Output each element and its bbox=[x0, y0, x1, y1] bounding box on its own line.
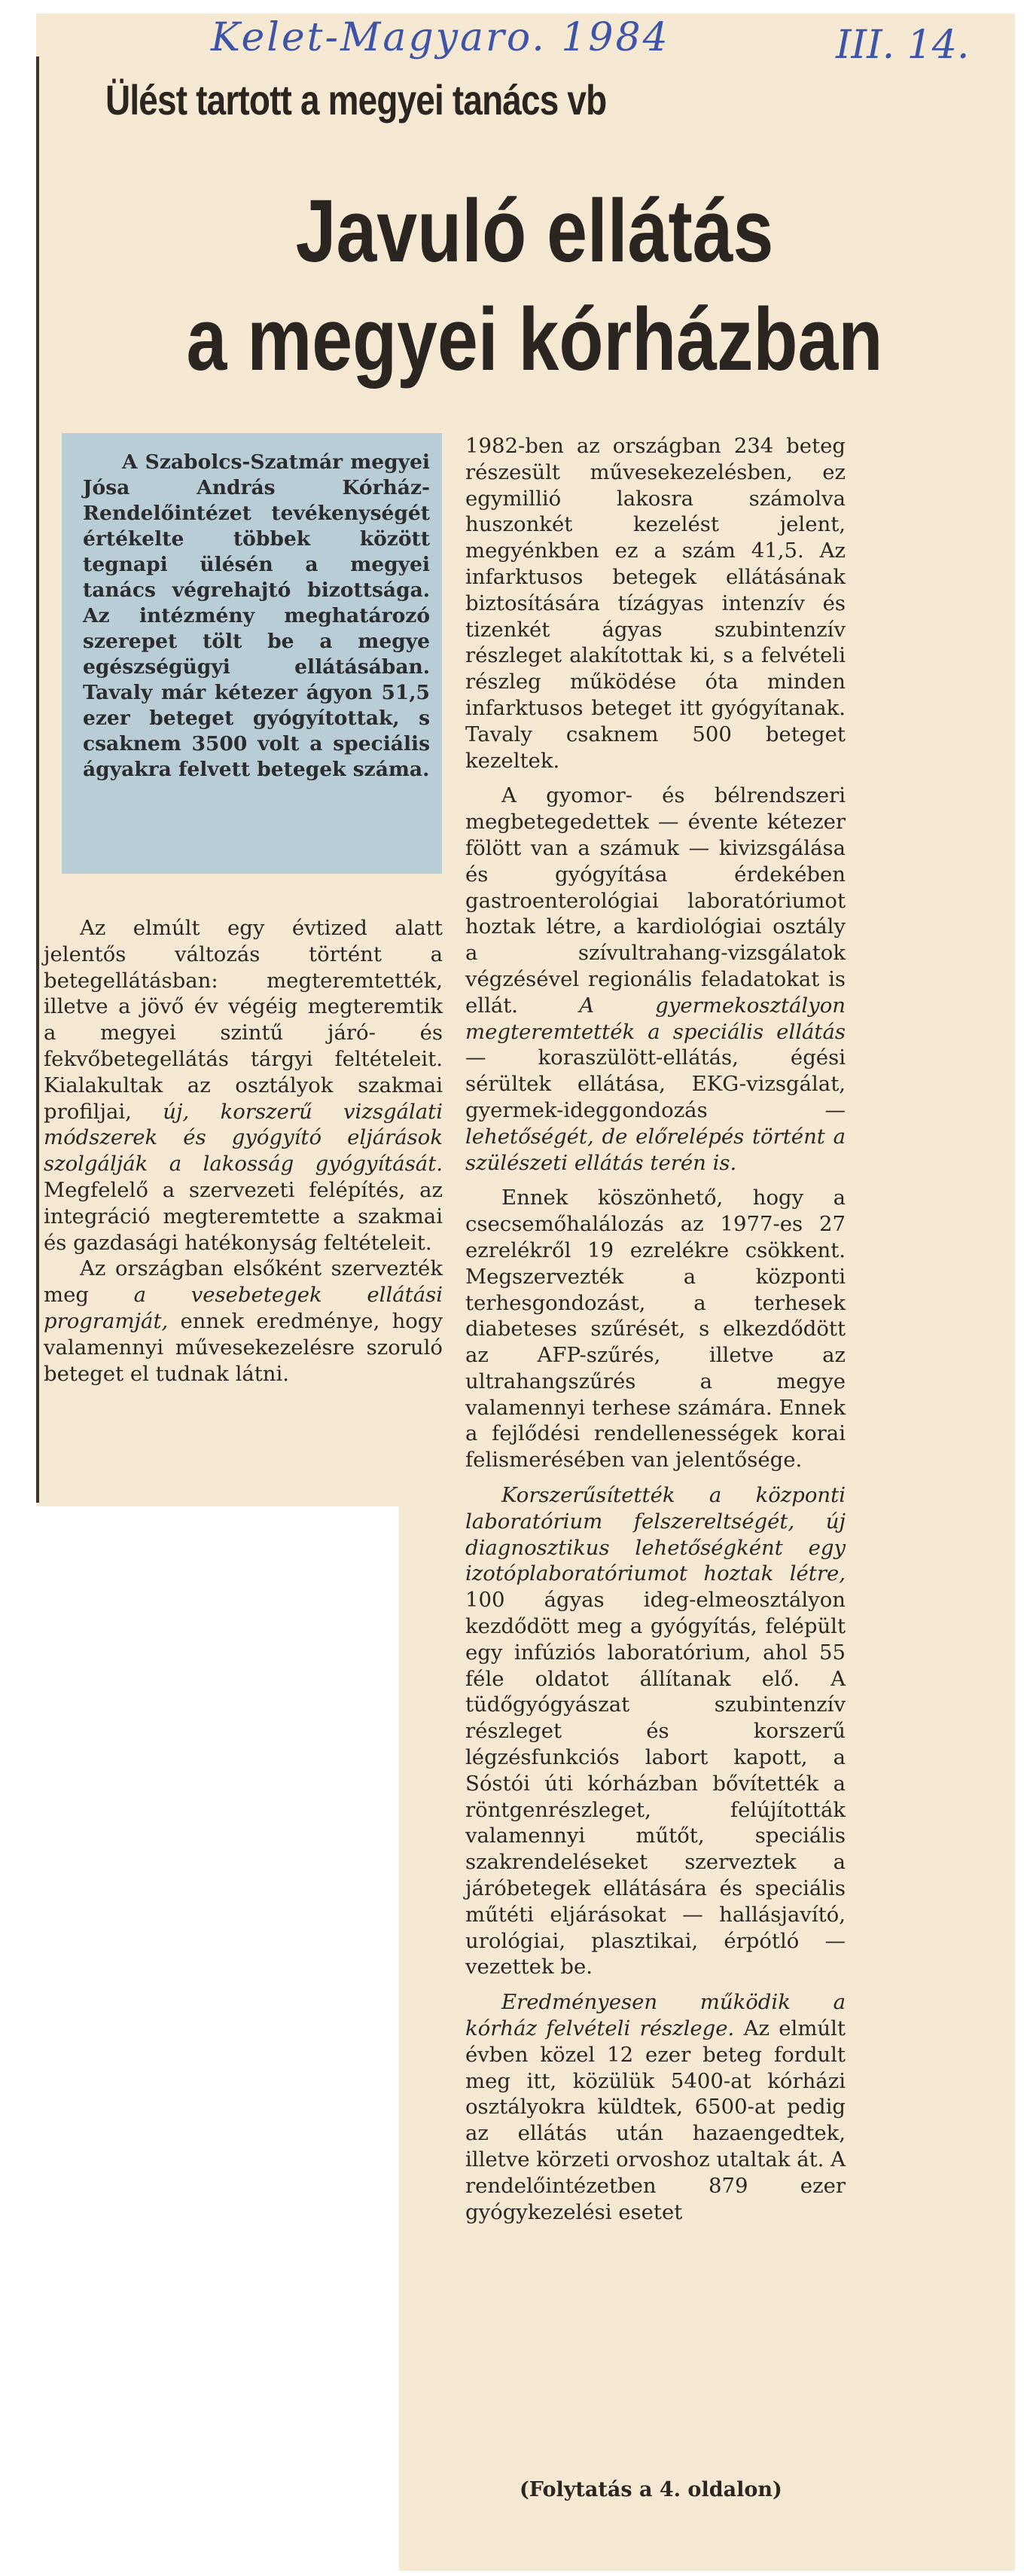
right-paragraph-5 bbox=[465, 1989, 846, 2225]
text-run: Az országban elsőként szervezték meg bbox=[44, 1256, 443, 1308]
clipping-edge-line bbox=[36, 56, 39, 1503]
text-run: Az elmúlt egy évtized alatt jelentős változás történt a betegellátásban: megteremtették, illetve a jövő év végéig megteremtik a megyei szintű járó- és fekvőbetegellátás tárgyi feltételeit. Kialakultak az osztályok szakmai profiljai, bbox=[44, 916, 443, 1124]
handwritten-date-note: III. 14. bbox=[836, 23, 970, 68]
italic-run: Eredményesen működik a kórház felvételi részlege. bbox=[465, 1990, 846, 2041]
right-paragraph-4 bbox=[465, 1482, 846, 1980]
italic-run: új, korszerű vizsgálati módszerek és gyógyító eljárások szolgálják a lakosság gyógyítását. bbox=[44, 1099, 443, 1177]
handwritten-source-note: Kelet-Magyaro. 1984 bbox=[211, 15, 670, 60]
italic-run: a vesebetegek ellátási programját, bbox=[44, 1283, 443, 1333]
article-headline bbox=[164, 177, 905, 394]
text-run: — koraszülött-ellátás, égési sérültek ellátása, EKG-vizsgálat, gyermek-ideggondozás — bbox=[465, 1045, 846, 1122]
italic-run: lehetőségét, de előrelépés történt a szülészeti ellátás terén is. bbox=[465, 1124, 846, 1175]
article-kicker: Ülést tartott a megyei tanács vb bbox=[105, 76, 607, 124]
left-column bbox=[44, 915, 443, 1387]
text-run: 100 ágyas ideg-elmeosztályon kezdődött meg a gyógyítás, felépült egy infúziós laboratórium, ahol 55 féle oldatot állítanak elő. A tüdőgyógyászat szubintenzív részleget és korszerű légzésfunkciós labort kapott, a Sóstói úti kórházban bővítették a röntgenrészleget, felújították valamennyi műtőt, speciális szakrendeléseket szerveztek a járóbetegek ellátására és speciális műtéti eljárásokat — hallásjavító, urológiai, plasztikai, érpótló — vezettek be. bbox=[465, 1588, 846, 1979]
text-run: A gyomor- és bélrendszeri megbetegedettek — évente kétezer fölött van a számuk — kivizsgálása és gyógyítása érdekében gastroenterológiai laboratóriumot hoztak létre, a kardiológiai osztály a szívultrahang-vizsgálatok végzésével regionális feladatokat is ellát. bbox=[465, 783, 846, 1018]
text-run: ennek eredménye, hogy valamennyi művesekezelésre szoruló beteget el tudnak látni. bbox=[44, 1308, 443, 1386]
right-paragraph-3: Ennek köszönhető, hogy a csecsemőhalálozás az 1977-es 27 ezrelékről 19 ezrelékre csökkent. Megszervezték a központi terhesgondozást, a terhesek diabeteses szűrését, s elkezdődött az AFP-szűrés, illetve az ultrahangszűrés a megye valamennyi terhese számára. Ennek a fejlődési rendellenességek korai felismerésében van jelentősége. bbox=[465, 1186, 846, 1473]
right-paragraph-1: 1982-ben az országban 234 beteg részesült művesekezelésben, ez egymillió lakosra számolva huszonkét kezelést jelent, megyénkben ez a szám 41,5. Az infarktusos betegek ellátásának biztosítására tízágyas intenzív és tizenkét ágyas szubintenzív részleget alakítottak ki, s a felvételi részleg működése óta minden infarktusos beteget itt gyógyítanak. Tavaly csaknem 500 beteget kezeltek. bbox=[465, 434, 846, 773]
text-run: Megfelelő a szervezeti felépítés, az integráció megteremtette a szakmai és gazdasági hatékonyság feltételeit. bbox=[44, 1177, 443, 1255]
lead-paragraph: A Szabolcs-Szatmár megyei Jósa András Kórház-Rendelőintézet tevékenységét értékelte többek között tegnapi ülésén a megyei tanács végrehajtó bizottsága. Az intézmény meghatározó szerepet tölt be a megye egészségügyi ellátásában. Tavaly már kétezer ágyon 51,5 ezer beteget gyógyítottak, s csaknem 3500 volt a speciális ágyakra felvett betegek száma. bbox=[62, 433, 442, 874]
headline-line-2: a megyei kórházban bbox=[186, 290, 883, 389]
italic-run: A gyermekosztályon megteremtették a speciális ellátás bbox=[465, 993, 846, 1044]
blank-area bbox=[0, 1506, 399, 2576]
continuation-note: (Folytatás a 4. oldalon) bbox=[520, 2478, 782, 2501]
right-column bbox=[465, 433, 846, 2225]
left-paragraph-1 bbox=[44, 915, 443, 1256]
text-run: Az elmúlt évben közel 12 ezer beteg fordult meg itt, közülük 5400-at kórházi osztályokra küldtek, 6500-at pedig az ellátás után hazaengedtek, illetve körzeti orvoshoz utaltak át. A rendelőintézetben 879 ezer gyógykezelési esetet bbox=[465, 2016, 846, 2224]
right-paragraph-2 bbox=[465, 783, 846, 1176]
left-paragraph-2 bbox=[44, 1256, 443, 1387]
italic-run: Korszerűsítették a központi laboratórium felszereltségét, új diagnosztikus lehetőségként egy izotóplaboratóriumot hoztak létre, bbox=[465, 1483, 846, 1586]
headline-line-1: Javuló ellátás bbox=[295, 182, 774, 281]
